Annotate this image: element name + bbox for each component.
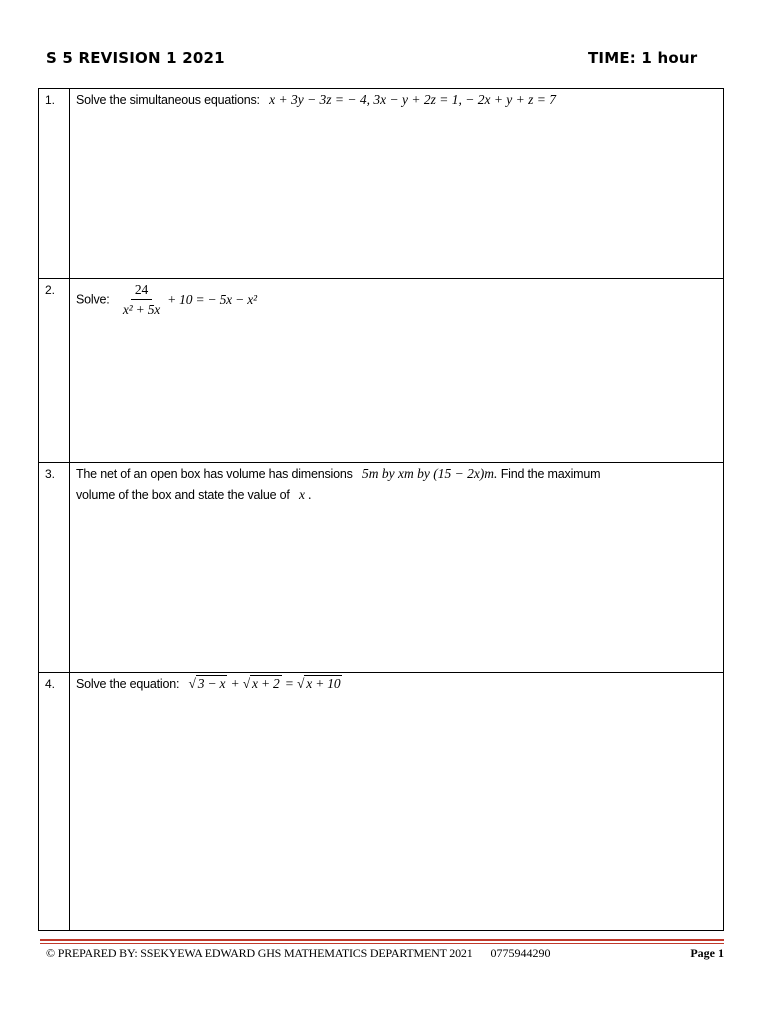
radicand: x + 10 [306, 676, 341, 691]
footer-left [46, 946, 551, 961]
fraction-expression [119, 282, 257, 318]
sqrt-icon: √ [297, 676, 305, 691]
question-line-2 [76, 487, 723, 503]
question-text: Solve the simultaneous equations: [76, 93, 260, 107]
radical [189, 676, 228, 692]
question-row [39, 673, 724, 931]
question-number: 4. [39, 673, 70, 931]
document-title: S 5 REVISION 1 2021 [46, 49, 225, 67]
question-row [39, 89, 724, 279]
plus-sign: + [231, 676, 239, 691]
question-equations: x + 3y − 3z = − 4, 3x − y + 2z = 1, − 2x + y + z = 7 [269, 92, 557, 107]
question-content [70, 279, 724, 463]
question-text: Solve the equation: [76, 677, 180, 691]
phone-number: 0775944290 [490, 946, 551, 960]
question-number: 1. [39, 89, 70, 279]
question-content [70, 89, 724, 279]
question-text-continued: Find the maximum [500, 467, 601, 481]
question-row [39, 279, 724, 463]
questions-table [38, 88, 724, 931]
question-text: The net of an open box has volume has dimensions [76, 467, 353, 481]
footer-divider-thin [40, 943, 724, 944]
question-row [39, 463, 724, 673]
question-text: Solve: [76, 292, 110, 307]
sqrt-icon: √ [242, 676, 250, 691]
radical-equation [189, 677, 343, 691]
fraction [119, 282, 164, 318]
sqrt-icon: √ [188, 676, 196, 691]
variable-x: x . [298, 487, 312, 502]
footer-divider [40, 939, 724, 941]
prepared-by: © PREPARED BY: SSEKYEWA EDWARD GHS MATHEMATICS DEPARTMENT 2021 [46, 946, 473, 960]
box-dimensions: 5m by xm by (15 − 2x)m. [361, 466, 498, 481]
fraction-denominator: x² + 5x [122, 302, 161, 317]
time-allowed: TIME: 1 hour [588, 49, 698, 67]
question-number: 2. [39, 279, 70, 463]
footer [46, 946, 724, 961]
radical [297, 676, 342, 692]
page-number: Page 1 [690, 946, 724, 960]
question-text-line2: volume of the box and state the value of [76, 488, 290, 502]
radicand: 3 − x [197, 676, 226, 691]
equation-rest: + 10 = − 5x − x² [167, 292, 257, 307]
radical [243, 676, 282, 692]
radicand: x + 2 [251, 676, 280, 691]
equals-sign: = [285, 676, 294, 691]
question-content [70, 673, 724, 931]
question-content [70, 463, 724, 673]
question-number: 3. [39, 463, 70, 673]
fraction-numerator: 24 [131, 282, 152, 300]
